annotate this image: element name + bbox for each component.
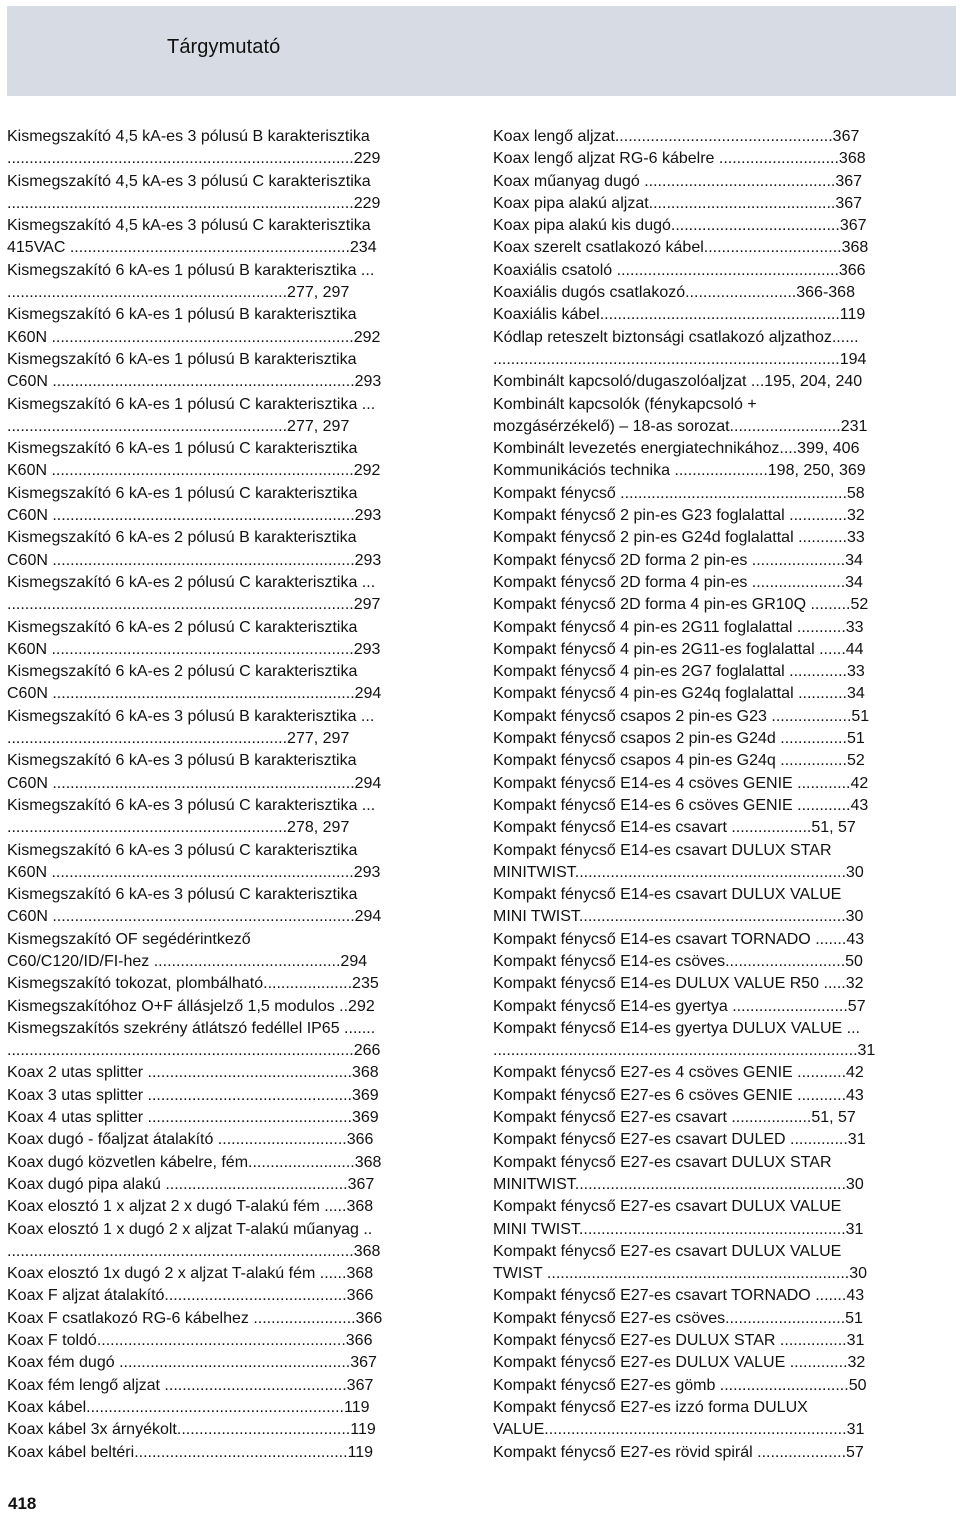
- index-entry-line: Kompakt fénycső E14-es csavart ..................51, 57: [493, 819, 856, 837]
- index-entry-line: Kombinált levezetés energiatechnikához....399, 406: [493, 440, 860, 458]
- index-entry-line: Kompakt fénycső csapos 2 pin-es G24d ...............51: [493, 730, 865, 748]
- index-entry-line: Kismegszakító 6 kA-es 2 pólusú B karakterisztika: [7, 529, 357, 547]
- index-entry-line: Kompakt fénycső E27-es izzó forma DULUX: [493, 1398, 808, 1416]
- page-number: 418: [8, 1494, 37, 1513]
- index-entry-line: C60N ....................................................................294: [7, 774, 382, 792]
- index-entry-line: Koax fém dugó ....................................................367: [7, 1354, 377, 1372]
- index-entry-line: Koax dugó - főaljzat átalakító .............................366: [7, 1131, 374, 1149]
- index-entry-line: Kompakt fénycső E14-es gyertya ..........................57: [493, 997, 866, 1015]
- index-entry-line: TWIST ....................................................................30: [493, 1265, 867, 1283]
- index-entry-line: Kismegszakító 6 kA-es 3 pólusú B karakterisztika ...: [7, 707, 375, 725]
- page-title: Tárgymutató: [167, 36, 281, 58]
- index-entry-line: MINI TWIST............................................................31: [493, 1220, 864, 1238]
- index-entry-line: Kismegszakító 6 kA-es 3 pólusú C karakterisztika: [7, 841, 358, 859]
- index-entry-line: Kompakt fénycső E27-es csavart ..................51, 57: [493, 1109, 856, 1127]
- index-entry-line: ..............................................................................368: [7, 1242, 381, 1260]
- index-entry-line: Kompakt fénycső csapos 4 pin-es G24q ...............52: [493, 752, 865, 770]
- index-entry-line: C60N ....................................................................293: [7, 373, 382, 391]
- index-entry-line: Kompakt fénycső 4 pin-es G24q foglalattal ...........34: [493, 685, 865, 703]
- index-entry-line: Kompakt fénycső E14-es DULUX VALUE R50 .....32: [493, 975, 864, 993]
- index-entry-line: 415VAC ...............................................................234: [7, 239, 377, 257]
- index-entry-line: Kismegszakító 6 kA-es 1 pólusú C karakterisztika: [7, 440, 358, 458]
- index-entry-line: Kompakt fénycső csapos 2 pin-es G23 ..................51: [493, 707, 870, 725]
- index-entry-line: Kompakt fénycső E27-es rövid spirál ....................57: [493, 1443, 864, 1461]
- index-entry-line: Kompakt fénycső 2 pin-es G23 foglalattal .............32: [493, 507, 865, 525]
- index-entry-line: Kommunikációs technika .....................198, 250, 369: [493, 462, 866, 480]
- index-entry-line: Koax fém lengő aljzat .........................................367: [7, 1376, 374, 1394]
- index-entry-line: Kombinált kapcsoló/dugaszolóaljzat ...195, 204, 240: [493, 373, 863, 391]
- index-entry-line: Kompakt fénycső E27-es 4 csöves GENIE ...........42: [493, 1064, 864, 1082]
- index-entry-line: Kompakt fénycső E27-es csavart DULUX VALUE: [493, 1242, 842, 1260]
- index-entry-line: Kompakt fénycső 2D forma 4 pin-es GR10Q .........52: [493, 596, 869, 614]
- index-entry-line: Kombinált kapcsolók (fénykapcsoló +: [493, 395, 757, 413]
- index-entry-line: MINI TWIST............................................................30: [493, 908, 864, 926]
- index-entry-line: Kompakt fénycső E27-es 6 csöves GENIE ...........43: [493, 1086, 864, 1104]
- index-entry-line: Koax kábel beltéri................................................119: [7, 1443, 374, 1461]
- index-entry-line: Kompakt fénycső E27-es csavart DULUX STAR: [493, 1153, 832, 1171]
- index-entry-line: Kismegszakító 6 kA-es 3 pólusú C karakterisztika: [7, 886, 358, 904]
- index-entry-line: Kompakt fénycső 4 pin-es 2G11 foglalattal ...........33: [493, 618, 864, 636]
- index-entry-line: Kismegszakító 6 kA-es 1 pólusú B karakterisztika: [7, 350, 357, 368]
- index-entry-line: ...............................................................277, 297: [7, 417, 350, 435]
- index-entry-line: Kismegszakító 6 kA-es 2 pólusú C karakterisztika: [7, 663, 358, 681]
- index-entry-line: Koax 4 utas splitter ..............................................369: [7, 1109, 379, 1127]
- index-entry-line: Kismegszakító 4,5 kA-es 3 pólusú B karakterisztika: [7, 128, 370, 145]
- index-entry-line: Koax pipa alakú aljzat..........................................367: [493, 194, 863, 212]
- index-entry-line: Kompakt fénycső 4 pin-es 2G11-es foglalattal ......44: [493, 640, 864, 658]
- index-entry-line: C60N ....................................................................293: [7, 507, 382, 525]
- index-entry-line: ...............................................................277, 297: [7, 284, 350, 302]
- index-entry-line: K60N ....................................................................292: [7, 328, 381, 346]
- index-entry-line: Kompakt fénycső E27-es csavart TORNADO .......43: [493, 1287, 865, 1305]
- index-entry-line: ..............................................................................194: [493, 350, 867, 368]
- index-entry-line: Kompakt fénycső E27-es csavart DULUX VALUE: [493, 1198, 842, 1216]
- index-entry-line: Kompakt fénycső E27-es csöves...........................51: [493, 1309, 863, 1327]
- index-entry-line: Koax lengő aljzat RG-6 kábelre ...........................368: [493, 150, 866, 168]
- index-entry-line: Koax szerelt csatlakozó kábel...............................368: [493, 239, 869, 257]
- index-entry-line: Kismegszakító 4,5 kA-es 3 pólusú C karakterisztika: [7, 217, 371, 235]
- index-entry-line: C60/C120/ID/FI-hez ..........................................294: [7, 952, 368, 970]
- index-entry-line: Kompakt fénycső 2 pin-es G24d foglalattal ...........33: [493, 529, 865, 547]
- index-entry-line: Koax F toldó........................................................366: [7, 1332, 373, 1350]
- index-entry-line: K60N ....................................................................293: [7, 640, 381, 658]
- index-entry-line: VALUE....................................................................31: [493, 1421, 865, 1439]
- index-entry-line: ..............................................................................229: [7, 194, 381, 212]
- index-entry-line: MINITWIST.............................................................30: [493, 863, 864, 881]
- index-entry-line: Kompakt fénycső E14-es gyertya DULUX VALUE ...: [493, 1019, 860, 1037]
- index-entry-line: Kompakt fénycső E27-es DULUX VALUE .............32: [493, 1354, 866, 1372]
- index-entry-line: Koax F aljzat átalakító.........................................366: [7, 1287, 374, 1305]
- index-entry-line: Kismegszakító tokozat, plombálható....................235: [7, 975, 379, 993]
- index-entry-line: Kismegszakító 6 kA-es 1 pólusú C karakterisztika: [7, 484, 358, 502]
- index-entry-line: Koaxiális csatoló ..................................................366: [493, 261, 866, 279]
- index-entry-line: ...............................................................278, 297: [7, 819, 350, 837]
- index-entry-line: Koax elosztó 1 x aljzat 2 x dugó T-alakú fém .....368: [7, 1198, 374, 1216]
- index-entry-line: ..................................................................................31: [493, 1042, 876, 1060]
- index-entry-line: Kompakt fénycső E14-es csöves...........................50: [493, 952, 863, 970]
- index-entry-line: Kompakt fénycső E14-es csavart DULUX STAR: [493, 841, 832, 859]
- index-entry-line: Kismegszakító 6 kA-es 1 pólusú B karakterisztika ...: [7, 261, 375, 279]
- index-entry-line: ..............................................................................229: [7, 150, 381, 168]
- index-entry-line: Koaxiális dugós csatlakozó.........................366-368: [493, 284, 855, 302]
- index-entry-line: mozgásérzékelő) – 18-as sorozat.........................231: [493, 417, 868, 435]
- index-entry-line: K60N ....................................................................292: [7, 462, 381, 480]
- index-column-right: [493, 126, 918, 1464]
- index-entry-line: Koax dugó közvetlen kábelre, fém........................368: [7, 1153, 382, 1171]
- index-entry-line: C60N ....................................................................294: [7, 908, 382, 926]
- index-entry-line: Kismegszakítóhoz O+F állásjelző 1,5 modulos ..292: [7, 997, 375, 1015]
- index-entry-line: Kompakt fénycső 2D forma 2 pin-es .....................34: [493, 551, 863, 569]
- index-entry-line: Kismegszakító 6 kA-es 1 pólusú B karakterisztika: [7, 306, 357, 324]
- index-entry-line: Kismegszakító 6 kA-es 3 pólusú B karakterisztika: [7, 752, 357, 770]
- index-entry-line: ..............................................................................297: [7, 596, 381, 614]
- index-entry-line: ...............................................................277, 297: [7, 730, 350, 748]
- index-entry-line: Kompakt fénycső E14-es csavart TORNADO .......43: [493, 930, 865, 948]
- index-entry-line: Kismegszakító OF segédérintkező: [7, 930, 251, 948]
- index-entry-line: Kompakt fénycső E14-es 6 csöves GENIE ............43: [493, 796, 869, 814]
- index-entry-line: C60N ....................................................................293: [7, 551, 382, 569]
- index-entry-line: Kompakt fénycső E14-es csavart DULUX VALUE: [493, 886, 842, 904]
- index-entry-line: Kismegszakító 6 kA-es 2 pólusú C karakterisztika ...: [7, 573, 376, 591]
- index-entry-line: Koax lengő aljzat.................................................367: [493, 128, 860, 145]
- index-column-left: [7, 126, 435, 1464]
- index-entry-line: Kismegszakítós szekrény átlátszó fedéllel IP65 .......: [7, 1019, 376, 1037]
- index-entry-line: Kompakt fénycső E27-es gömb .............................50: [493, 1376, 867, 1394]
- index-entry-line: Koax kábel..........................................................119: [7, 1398, 370, 1416]
- index-entry-line: Koax 3 utas splitter ..............................................369: [7, 1086, 379, 1104]
- index-entry-line: Kismegszakító 6 kA-es 1 pólusú C karakterisztika ...: [7, 395, 376, 413]
- index-entry-line: Kódlap reteszelt biztonsági csatlakozó aljzathoz......: [493, 328, 859, 346]
- index-entry-line: Koax elosztó 1x dugó 2 x aljzat T-alakú fém ......368: [7, 1265, 374, 1283]
- index-entry-line: C60N ....................................................................294: [7, 685, 382, 703]
- index-entry-line: Kompakt fénycső E14-es 4 csöves GENIE ............42: [493, 774, 869, 792]
- index-entry-line: Koax 2 utas splitter ..............................................368: [7, 1064, 379, 1082]
- index-entry-line: Koax elosztó 1 x dugó 2 x aljzat T-alakú műanyag ..: [7, 1220, 373, 1238]
- index-entry-line: K60N ....................................................................293: [7, 863, 381, 881]
- index-entry-line: Kismegszakító 6 kA-es 2 pólusú C karakterisztika: [7, 618, 358, 636]
- index-entry-line: Koax műanyag dugó ...........................................367: [493, 172, 863, 190]
- index-entry-line: Kismegszakító 4,5 kA-es 3 pólusú C karakterisztika: [7, 172, 371, 190]
- index-entry-line: Kompakt fénycső ...................................................58: [493, 484, 865, 502]
- index-entry-line: Kompakt fénycső 2D forma 4 pin-es .....................34: [493, 573, 863, 591]
- index-entry-line: Koax F csatlakozó RG-6 kábelhez .......................366: [7, 1309, 383, 1327]
- index-entry-line: Koax kábel 3x árnyékolt.......................................119: [7, 1421, 376, 1439]
- index-entry-line: Koax pipa alakú kis dugó......................................367: [493, 217, 867, 235]
- index-entry-line: Kismegszakító 6 kA-es 3 pólusú C karakterisztika ...: [7, 796, 376, 814]
- index-entry-line: ..............................................................................266: [7, 1042, 381, 1060]
- index-entry-line: Koax dugó pipa alakú .........................................367: [7, 1175, 375, 1193]
- index-entry-line: Kompakt fénycső E27-es DULUX STAR ...............31: [493, 1332, 865, 1350]
- header-band: [7, 6, 956, 96]
- index-entry-line: Kompakt fénycső 4 pin-es 2G7 foglalattal .............33: [493, 663, 865, 681]
- index-entry-line: Kompakt fénycső E27-es csavart DULED .............31: [493, 1131, 866, 1149]
- index-entry-line: Koaxiális kábel......................................................119: [493, 306, 866, 324]
- index-entry-line: MINITWIST.............................................................30: [493, 1175, 864, 1193]
